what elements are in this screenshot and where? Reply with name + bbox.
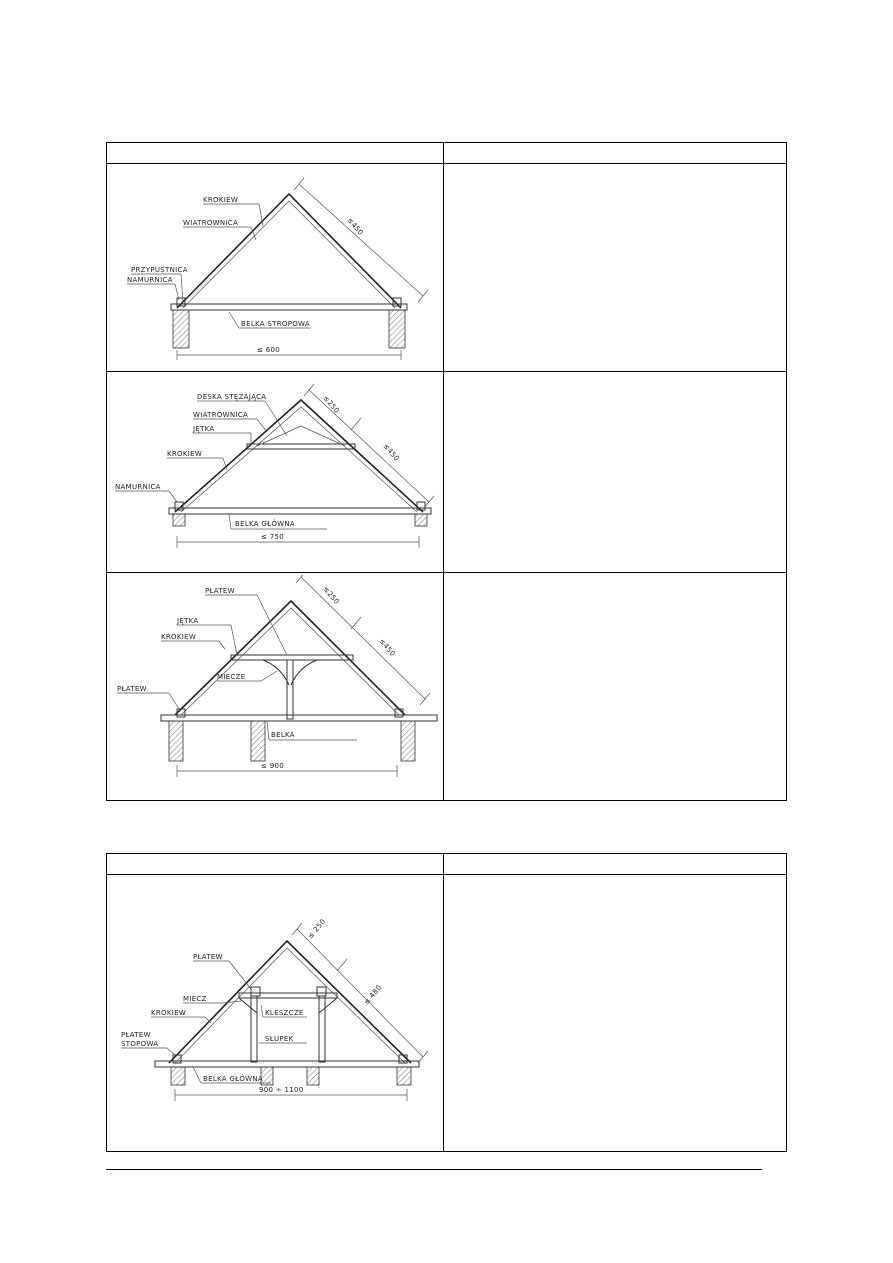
dim-span-label: ≤ 900 xyxy=(261,762,284,770)
drawing-cell xyxy=(107,372,443,572)
header-cell-description xyxy=(445,143,786,163)
label-miecze: MIECZE xyxy=(217,673,246,681)
label-wiatrownica: WIATROWNICA xyxy=(193,411,249,419)
label-krokiew: KROKIEW xyxy=(203,196,239,204)
dim-lower-label: ≤ 480 xyxy=(362,983,384,1007)
label-slupek: SŁUPEK xyxy=(265,1035,294,1043)
dim-upper-label: ≤250 xyxy=(321,394,341,415)
collar-roof-drawing xyxy=(111,374,441,569)
dim-rafter-label: ≤450 xyxy=(345,216,365,237)
table-row-clamp-roof xyxy=(107,875,786,1153)
drawing-cell xyxy=(107,164,443,371)
description-cell xyxy=(445,372,786,572)
label-namurnica: NAMURNICA xyxy=(127,276,173,284)
label-przypustnica: PRZYPUSTNICA xyxy=(131,266,188,274)
dim-upper-label: ≤250 xyxy=(321,585,341,606)
drawing-cell xyxy=(107,573,443,802)
label-belka: BELKA xyxy=(271,731,295,739)
dim-upper-label: ≤ 250 xyxy=(306,917,328,941)
dim-span-label: ≤ 600 xyxy=(257,346,280,354)
drawing-cell xyxy=(107,875,443,1153)
roof-types-table-2 xyxy=(106,853,787,1152)
rafter-roof-drawing xyxy=(111,168,441,368)
header-cell-drawing xyxy=(107,143,443,163)
roof-types-table-1 xyxy=(106,142,787,801)
clamp-roof-drawing xyxy=(111,895,441,1115)
dim-span-label: 900 ÷ 1100 xyxy=(259,1086,304,1094)
dim-lower-label: ≤450 xyxy=(377,637,397,658)
label-belka-glowna: BELKA GŁÓWNA xyxy=(203,1075,264,1083)
table-header-row xyxy=(107,854,786,875)
label-deska: DESKA STĘŻAJĄCA xyxy=(197,393,267,401)
footer-divider xyxy=(106,1169,762,1170)
label-namurnica: NAMURNICA xyxy=(115,483,161,491)
table-header-row xyxy=(107,143,786,164)
label-platew-left: PŁATEW xyxy=(117,685,147,693)
purlin-roof-drawing xyxy=(111,575,441,797)
dim-span-label: ≤ 750 xyxy=(261,533,284,541)
label-jetka: JĘTKA xyxy=(193,425,215,433)
label-krokiew: KROKIEW xyxy=(161,633,197,641)
label-krokiew: KROKIEW xyxy=(167,450,203,458)
label-belka-stropowa: BELKA STROPOWA xyxy=(241,320,310,328)
description-cell xyxy=(445,573,786,802)
description-cell xyxy=(445,164,786,371)
label-belka-glowna: BELKA GŁÓWNA xyxy=(235,520,296,528)
label-kleszcze: KLESZCZE xyxy=(265,1009,304,1017)
table-row-collar-roof xyxy=(107,372,786,573)
label-miecz: MIECZ xyxy=(183,995,207,1003)
table-row-rafter-roof xyxy=(107,164,786,372)
label-platew-stopowa-1: PŁATEW xyxy=(121,1031,151,1039)
header-cell-drawing xyxy=(107,854,443,874)
label-krokiew: KROKIEW xyxy=(151,1009,187,1017)
label-platew-stopowa-2: STOPOWA xyxy=(121,1040,159,1048)
label-jetka: JĘTKA xyxy=(177,617,199,625)
description-cell xyxy=(445,875,786,1153)
dim-lower-label: ≤450 xyxy=(381,442,401,463)
label-wiatrownica: WIATROWNICA xyxy=(183,219,239,227)
table-row-purlin-roof xyxy=(107,573,786,802)
header-cell-description xyxy=(445,854,786,874)
label-platew: PŁATEW xyxy=(193,953,223,961)
label-platew-top: PŁATEW xyxy=(205,587,235,595)
